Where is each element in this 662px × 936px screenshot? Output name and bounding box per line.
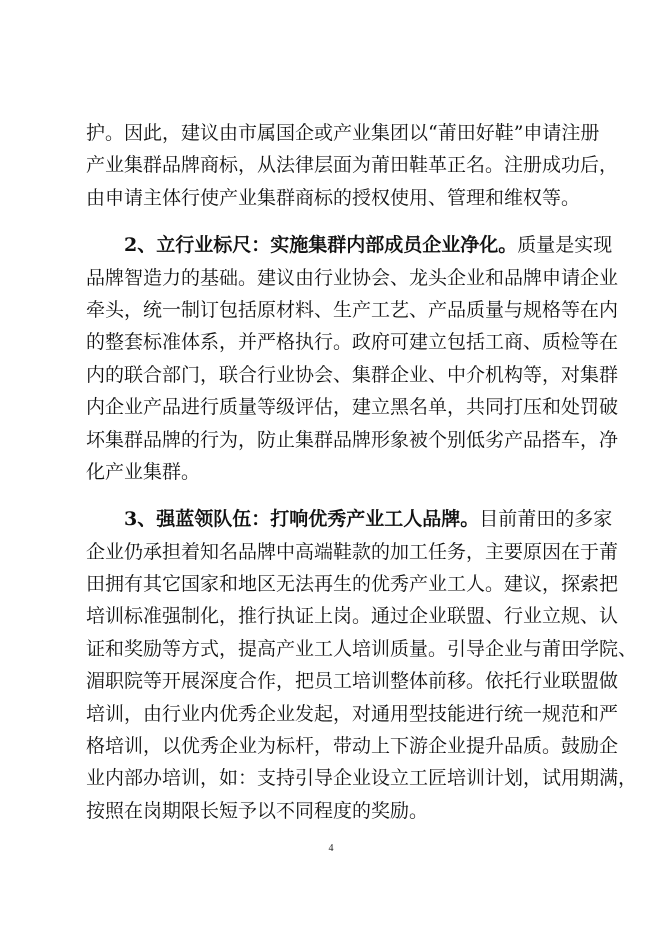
paragraph-trademark (86, 117, 619, 214)
text-line: 的整套标准体系，并严格执行。政府可建立包括工商、质检等在 (86, 331, 619, 354)
text-line: 田拥有其它国家和地区无法再生的优秀产业工人。建议，探索把 (86, 573, 619, 596)
text-line (86, 503, 613, 535)
document-body (86, 117, 638, 827)
paragraph-workforce (86, 503, 638, 827)
text-line: 业内部办培训，如：支持引导企业设立工匠培训计划，试用期满， (86, 767, 638, 790)
text-line: 牵头，统一制订包括原材料、生产工艺、产品质量与规格等在内 (86, 298, 619, 321)
page-number: 4 (328, 843, 334, 854)
section-heading-2: 2、立行业标尺：实施集群内部成员企业净化。 (124, 234, 518, 257)
text-line: 培训标准强制化，推行执证上岗。通过企业联盟、行业立规、认 (86, 605, 619, 628)
text-line: 护。因此，建议由市属国企或产业集团以“莆田好鞋”申请注册 (86, 122, 600, 144)
text-line: 坏集群品牌的行为，防止集群品牌形象被个别低劣产品搭车，净 (86, 428, 619, 451)
text-line: 内企业产品进行质量等级评估，建立黑名单，共同打压和处罚破 (86, 396, 619, 419)
text-line: 按照在岗期限长短予以不同程度的奖励。 (86, 799, 429, 822)
text-line-rest: 质量是实现 (517, 234, 613, 257)
text-line: 由申请主体行使产业集群商标的授权使用、管理和维权等。 (86, 186, 581, 209)
text-line: 培训，由行业内优秀企业发起，对通用型技能进行统一规范和严 (86, 702, 619, 725)
text-line: 湄职院等开展深度合作，把员工培训整体前移。依托行业联盟做 (86, 670, 619, 693)
text-line: 产业集群品牌商标，从法律层面为莆田鞋革正名。注册成功后， (86, 154, 619, 177)
text-line: 品牌智造力的基础。建议由行业协会、龙头企业和品牌申请企业 (86, 266, 619, 289)
text-line: 内的联合部门，联合行业协会、集群企业、中介机构等，对集群 (86, 363, 619, 386)
text-line-rest: 目前莆田的多家 (479, 508, 613, 531)
paragraph-industry-standard (86, 229, 619, 488)
text-line: 化产业集群。 (86, 460, 201, 483)
text-line: 企业仍承担着知名品牌中高端鞋款的加工任务，主要原因在于莆 (86, 540, 619, 563)
text-line (86, 229, 613, 261)
text-line: 证和奖励等方式，提高产业工人培训质量。引导企业与莆田学院、 (86, 637, 638, 660)
section-heading-3: 3、强蓝领队伍：打响优秀产业工人品牌。 (124, 508, 480, 531)
text-line: 格培训，以优秀企业为标杆，带动上下游企业提升品质。鼓励企 (86, 735, 619, 758)
